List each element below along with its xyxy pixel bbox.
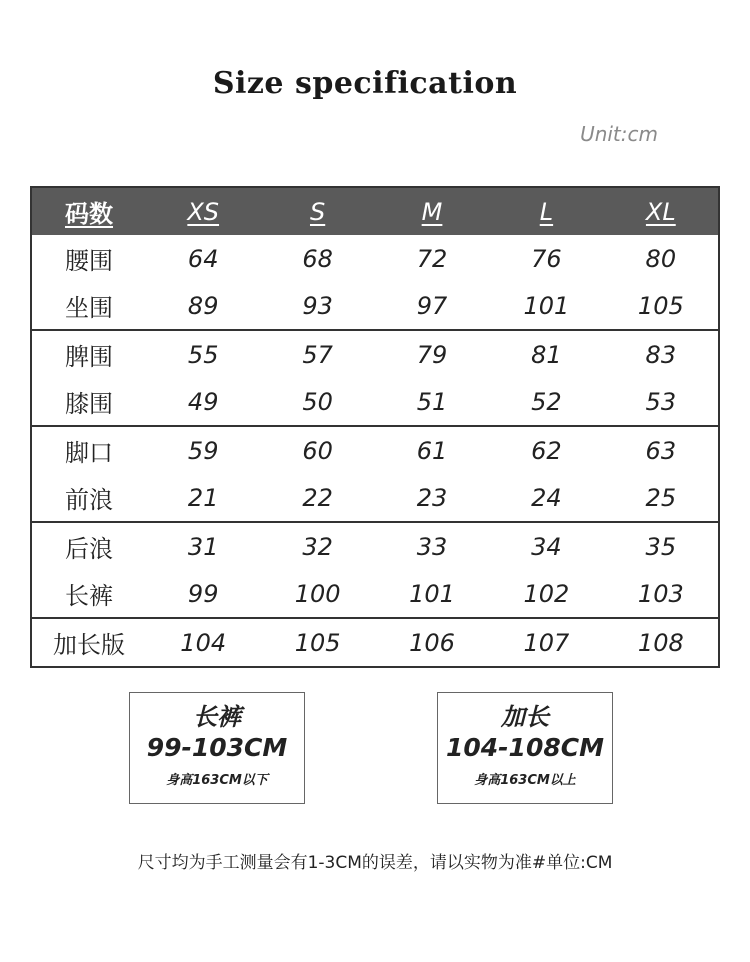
footer-note: 尺寸均为手工测量会有1-3CM的误差，请以实物为准#单位:CM xyxy=(137,853,613,873)
table-cell: 52 xyxy=(531,387,562,416)
table-cell: 102 xyxy=(523,579,570,608)
extended-length-title: 加长 xyxy=(501,703,549,731)
row-label: 后浪 xyxy=(65,535,113,563)
table-cell: 99 xyxy=(187,579,219,608)
table-cell: 49 xyxy=(187,387,219,416)
table-cell: 35 xyxy=(645,532,677,561)
table-row xyxy=(32,427,718,474)
header-cell-s: S xyxy=(309,197,326,226)
row-label: 脾围 xyxy=(65,343,113,371)
table-cell: 76 xyxy=(531,244,562,273)
table-cell: 61 xyxy=(416,436,448,465)
table-cell: 103 xyxy=(637,579,684,608)
page-title: Size specification xyxy=(212,66,518,101)
row-group xyxy=(32,329,718,425)
table-row xyxy=(32,570,718,617)
table-cell: 100 xyxy=(294,579,341,608)
table-row xyxy=(32,523,718,570)
table-cell: 83 xyxy=(645,340,677,369)
header-cell-l: L xyxy=(539,197,554,226)
header-cell-m: M xyxy=(421,197,443,226)
table-cell: 60 xyxy=(302,436,333,465)
table-cell: 50 xyxy=(302,387,333,416)
table-cell: 22 xyxy=(302,483,333,512)
table-cell: 32 xyxy=(302,532,333,561)
table-cell: 25 xyxy=(645,483,677,512)
regular-length-range: 99-103CM xyxy=(146,733,288,762)
table-cell: 101 xyxy=(409,579,455,608)
table-cell: 108 xyxy=(637,628,684,657)
regular-length-note: 身高163CM以下 xyxy=(166,773,268,788)
table-cell: 97 xyxy=(416,291,448,320)
table-cell: 62 xyxy=(531,436,562,465)
row-label: 坐围 xyxy=(65,294,113,322)
header-cell-xs: XS xyxy=(187,197,220,226)
unit-label: Unit:cm xyxy=(580,122,658,146)
table-row xyxy=(32,282,718,329)
table-cell: 53 xyxy=(645,387,677,416)
table-row xyxy=(32,619,718,666)
extended-length-box xyxy=(437,692,613,804)
table-cell: 21 xyxy=(187,483,219,512)
row-label: 腰围 xyxy=(65,247,113,275)
header-cell-size: 码数 xyxy=(65,200,113,228)
regular-length-title: 长裤 xyxy=(193,703,241,731)
table-cell: 107 xyxy=(523,628,570,657)
table-cell: 101 xyxy=(523,291,570,320)
table-cell: 105 xyxy=(637,291,684,320)
size-table xyxy=(30,186,720,668)
table-cell: 63 xyxy=(645,436,677,465)
table-cell: 51 xyxy=(416,387,448,416)
table-header-row xyxy=(32,188,718,235)
header-cell-xl: XL xyxy=(645,197,676,226)
row-label: 前浪 xyxy=(65,486,113,514)
row-group xyxy=(32,425,718,521)
extended-length-range: 104-108CM xyxy=(446,733,604,762)
table-cell: 24 xyxy=(531,483,562,512)
table-cell: 34 xyxy=(531,532,562,561)
table-cell: 80 xyxy=(645,244,677,273)
table-row xyxy=(32,235,718,282)
row-label: 脚口 xyxy=(65,439,113,467)
row-group xyxy=(32,235,718,329)
table-cell: 93 xyxy=(302,291,333,320)
table-cell: 72 xyxy=(416,244,448,273)
table-cell: 81 xyxy=(531,340,562,369)
extended-length-note: 身高163CM以上 xyxy=(474,773,576,788)
table-cell: 57 xyxy=(302,340,333,369)
row-group xyxy=(32,521,718,617)
table-cell: 31 xyxy=(187,532,219,561)
table-cell: 104 xyxy=(180,628,227,657)
table-cell: 68 xyxy=(302,244,333,273)
table-cell: 79 xyxy=(416,340,448,369)
table-cell: 59 xyxy=(187,436,219,465)
table-cell: 106 xyxy=(409,628,455,657)
row-label: 长裤 xyxy=(65,582,113,610)
row-label: 加长版 xyxy=(53,631,125,659)
table-cell: 105 xyxy=(294,628,341,657)
table-row xyxy=(32,378,718,425)
table-cell: 55 xyxy=(187,340,219,369)
table-cell: 33 xyxy=(416,532,448,561)
table-cell: 64 xyxy=(187,244,219,273)
regular-length-box xyxy=(129,692,305,804)
row-label: 膝围 xyxy=(65,390,113,418)
table-cell: 89 xyxy=(187,291,219,320)
table-row xyxy=(32,474,718,521)
table-row xyxy=(32,331,718,378)
table-cell: 23 xyxy=(416,483,448,512)
row-group xyxy=(32,617,718,666)
table-body xyxy=(32,235,718,666)
